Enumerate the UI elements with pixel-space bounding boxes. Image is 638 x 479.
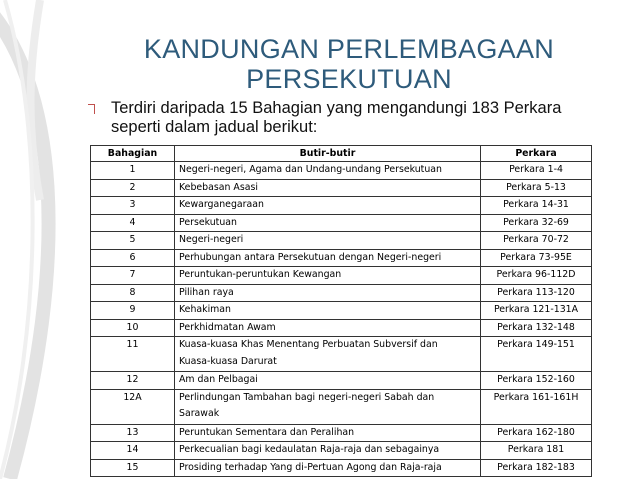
- cell-butir: Persekutuan: [175, 214, 481, 232]
- table-header-row: [91, 146, 592, 162]
- cell-bahagian: 13: [91, 424, 175, 442]
- cell-butir: Peruntukan Sementara dan Peralihan: [175, 424, 481, 442]
- table-row: [91, 302, 592, 320]
- table-row: [91, 459, 592, 477]
- cell-bahagian: 15: [91, 459, 175, 477]
- cell-butir-line1: Kuasa-kuasa Khas Menentang Perbuatan Subversif dan: [179, 339, 438, 350]
- cell-bahagian: 12A: [91, 389, 175, 424]
- cell-butir: Negeri-negeri, Agama dan Undang-undang Persekutuan: [175, 162, 481, 180]
- cell-bahagian: 2: [91, 179, 175, 197]
- cell-butir: Kebebasan Asasi: [175, 179, 481, 197]
- cell-butir: Perkhidmatan Awam: [175, 319, 481, 337]
- table-row: [91, 179, 592, 197]
- bullet-icon: [88, 104, 95, 114]
- table-row: [91, 372, 592, 390]
- header-butir: Butir-butir: [175, 146, 481, 162]
- cell-perkara: Perkara 32-69: [481, 214, 592, 232]
- cell-bahagian: 8: [91, 284, 175, 302]
- table-row: [91, 232, 592, 250]
- cell-butir: Perhubungan antara Persekutuan dengan Negeri-negeri: [175, 249, 481, 267]
- contents-table: [90, 145, 592, 477]
- table-row: [91, 249, 592, 267]
- cell-perkara: Perkara 96-112D: [481, 267, 592, 285]
- table-row: [91, 424, 592, 442]
- cell-butir: Peruntukan-peruntukan Kewangan: [175, 267, 481, 285]
- cell-butir-line1: Perlindungan Tambahan bagi negeri-negeri Sabah dan: [179, 391, 435, 403]
- cell-butir: Prosiding terhadap Yang di-Pertuan Agong dan Raja-raja: [175, 459, 481, 477]
- cell-bahagian: 7: [91, 267, 175, 285]
- cell-butir: [175, 337, 481, 372]
- cell-perkara: Perkara 132-148: [481, 319, 592, 337]
- cell-bahagian: 10: [91, 319, 175, 337]
- table-row: [91, 389, 592, 424]
- cell-butir-line2: Kuasa-kuasa Darurat: [179, 355, 277, 367]
- table-row: [91, 337, 592, 372]
- cell-bahagian: 3: [91, 197, 175, 215]
- cell-perkara: Perkara 182-183: [481, 459, 592, 477]
- cell-butir: Negeri-negeri: [175, 232, 481, 250]
- cell-butir: Kehakiman: [175, 302, 481, 320]
- cell-bahagian: 5: [91, 232, 175, 250]
- cell-perkara: Perkara 113-120: [481, 284, 592, 302]
- slide-title-line1: KANDUNGAN PERLEMBAGAAN: [143, 34, 555, 64]
- header-perkara: Perkara: [481, 146, 592, 162]
- cell-butir: Kewarganegaraan: [175, 197, 481, 215]
- table-row: [91, 162, 592, 180]
- cell-perkara: Perkara 1-4: [481, 162, 592, 180]
- cell-butir: Am dan Pelbagai: [175, 372, 481, 390]
- cell-perkara: Perkara 121-131A: [481, 302, 592, 320]
- intro-text: [111, 99, 631, 137]
- intro-line1: Terdiri daripada 15 Bahagian yang mengandungi 183 Perkara: [111, 99, 562, 117]
- cell-bahagian: 6: [91, 249, 175, 267]
- cell-bahagian: 12: [91, 372, 175, 390]
- cell-perkara: Perkara 161-161H: [481, 389, 592, 424]
- cell-perkara: Perkara 152-160: [481, 372, 592, 390]
- cell-perkara: Perkara 70-72: [481, 232, 592, 250]
- table-row: [91, 197, 592, 215]
- cell-perkara: Perkara 181: [481, 442, 592, 460]
- cell-bahagian: 4: [91, 214, 175, 232]
- slide-title-line2: PERSEKUTUAN: [246, 64, 452, 94]
- intro-line2: seperti dalam jadual berikut:: [111, 118, 318, 136]
- cell-butir: Perkecualian bagi kedaulatan Raja-raja dan sebagainya: [175, 442, 481, 460]
- cell-butir: Pilihan raya: [175, 284, 481, 302]
- cell-bahagian: 14: [91, 442, 175, 460]
- table-row: [91, 284, 592, 302]
- cell-bahagian: 9: [91, 302, 175, 320]
- table-row: [91, 267, 592, 285]
- cell-butir-line2: Sarawak: [179, 408, 220, 419]
- cell-bahagian: 11: [91, 337, 175, 372]
- cell-bahagian: 1: [91, 162, 175, 180]
- cell-perkara: Perkara 73-95E: [481, 249, 592, 267]
- table-row: [91, 319, 592, 337]
- cell-butir: [175, 389, 481, 424]
- table-row: [91, 442, 592, 460]
- header-bahagian: Bahagian: [91, 146, 175, 162]
- cell-perkara: Perkara 14-31: [481, 197, 592, 215]
- cell-perkara: Perkara 149-151: [481, 337, 592, 372]
- table-row: [91, 214, 592, 232]
- cell-perkara: Perkara 162-180: [481, 424, 592, 442]
- cell-perkara: Perkara 5-13: [481, 179, 592, 197]
